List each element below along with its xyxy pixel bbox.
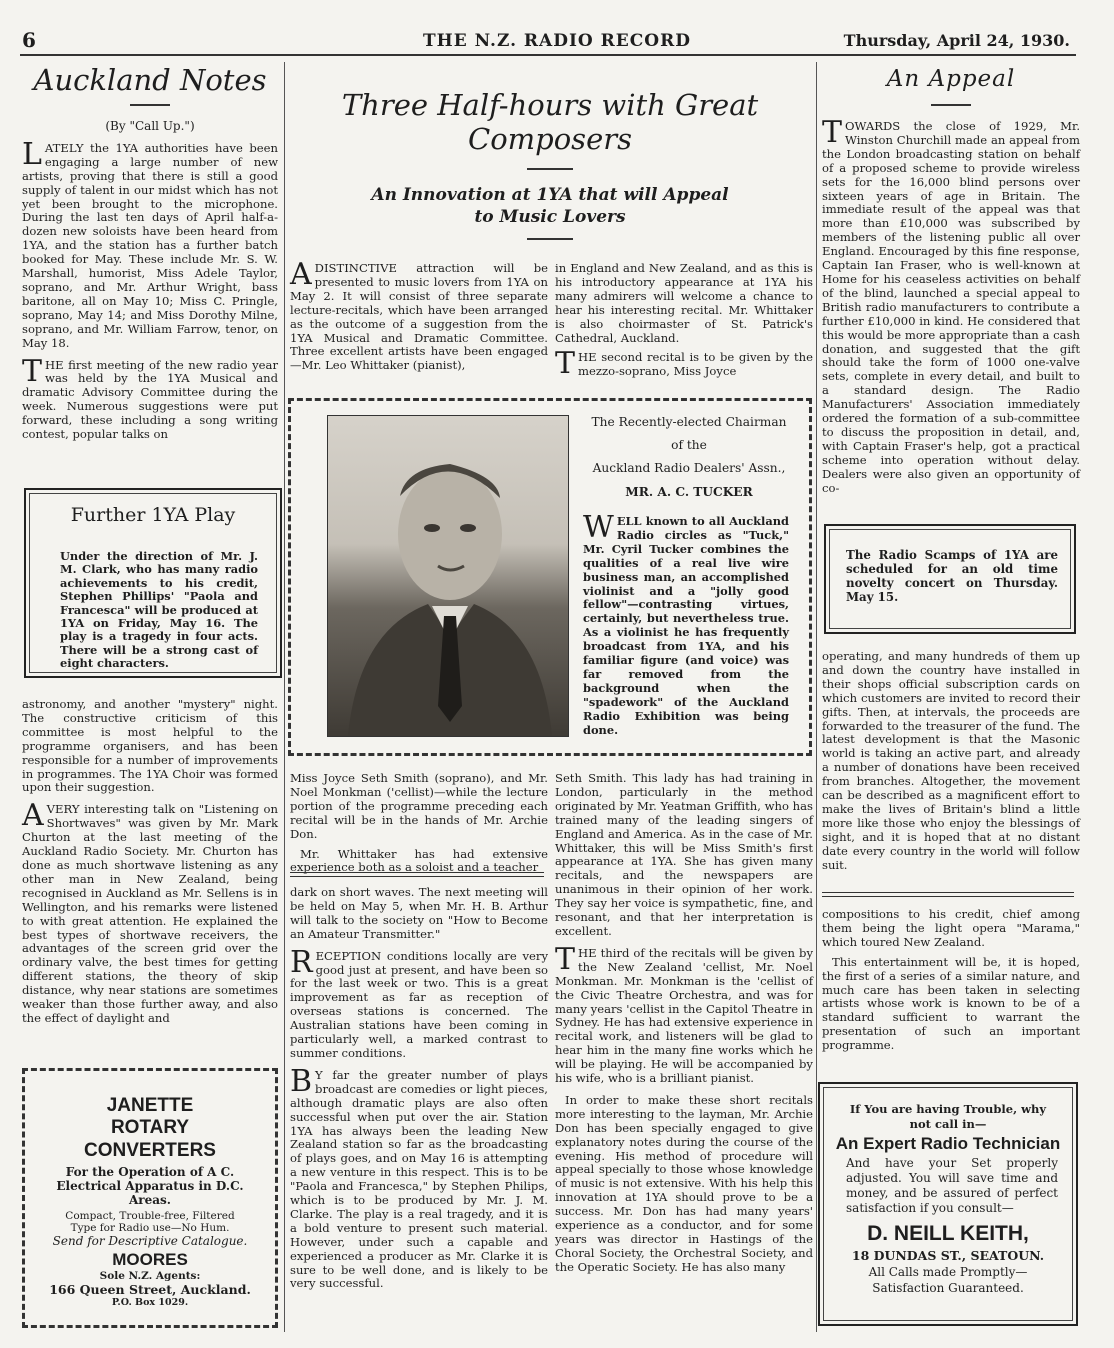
main-article-title: Three Half-hours with Great Composers	[341, 88, 759, 156]
auckland-para-3: AVERY interesting talk on "Listening on Shortwaves" was given by Mr. Mark Churton at the last meeting of the Auckland Radio Society. Mr. Churton has done as much shortwave listening as any other man in New Zealand, being recognised in Auckland as Mr. Sellens is in Wellington, and his remarks were listened to with great attention. He explained the best types of shortwave receivers, the advantages of the screen grid over the ordinary valve, the best times for getting different stations, the theory of skip distance, why near stations are sometimes weaker than those further away, and also the effect of daylight and	[22, 798, 278, 1025]
keith-ad: If You are having Trouble, why not call in— An Expert Radio Technician And have your Set properly adjusted. You will save time and money, and be assured of perfect satisfaction if you consult— D. NEILL KEITH, 18 DUNDAS ST., SEATOUN. All Calls made Promptly— Satisfaction Guaranteed.	[818, 1082, 1078, 1326]
portrait-photo	[327, 415, 569, 737]
main-para-2: in England and New Zealand, and as this is his introductory appearance at 1YA his many admirers will welcome a chance to hear his interesting recital. Mr. Whittaker is also choirmaster of St. Patrick's Cathedral, Auckland.	[555, 261, 813, 345]
section-rule	[290, 872, 544, 877]
byline: (By "Call Up.")	[105, 119, 195, 133]
auckland-para-2: THE first meeting of the new radio year was held by the 1YA Musical and dramatic Advisory Committee during the week. Numerous suggestions were put forward, these including a song writing contest, popular talks on	[22, 353, 278, 442]
appeal-column	[822, 64, 1080, 501]
appeal-para-1: TOWARDS the close of 1929, Mr. Winston Churchill made an appeal from the London broadcasting station on behalf of a proposed scheme to provide wireless sets for the 16,000 blind persons over sixteen years of age in Britain. The immediate result of the appeal was that more than £10,000 was subscribed by members of the listening public all over England. Encouraged by this fine response, Captain Ian Fraser, who is well-known at Home for his ceaseless activities on behalf of the blind, launched a special appeal to British radio manufacturers to contribute a further £10,000 in kind. He considered that this would be more appropriate than a cash donation, and suggested that the gift should take the form of 1000 one-valve sets, complete in every detail, and built to a standard design. The Radio Manufacturers' Association immediately ordered the formation of a sub-committee to discuss the proposition in detail, and, with Captain Fraser's help, got a practical scheme into operation without delay. Dealers were also given an opportunity of co-	[822, 115, 1080, 495]
tucker-box	[288, 398, 812, 756]
main-para-3: THE second recital is to be given by the mezzo-soprano, Miss Joyce	[555, 346, 813, 382]
header-rule	[20, 54, 1076, 56]
composers-para-1: compositions to his credit, chief among them being the light opera "Marama," which toured New Zealand.	[822, 907, 1080, 949]
main-article-col1	[290, 257, 548, 379]
page-number: 6	[22, 28, 36, 52]
shortwave-para-1: dark on short waves. The next meeting will be held on May 5, when Mr. H. B. Arthur will talk to the society on "How to Become an Amateur Transmitter."	[290, 885, 548, 941]
composers-para-2: This entertainment will be, it is hoped, the first of a series of a similar nature, and much care has been taken in selecting artists whose work is known to be of a standard sufficient to warrant the presentation of such an important programme.	[822, 954, 1080, 1053]
tucker-name: MR. A. C. TUCKER	[625, 485, 753, 499]
tucker-text: WELL known to all Auckland Radio circles as "Tuck," Mr. Cyril Tucker combines the qualities of a real live wire business man, an accomplished violinist and a "jolly good fellow"—contrasting virtues, certainly, but nevertheless true. As a violinist he has frequently broadcast from 1YA, and his familiar figure (and voice) was far removed from the background when the "spadework" of the Auckland Radio Exhibition was being done.	[583, 510, 789, 737]
main-article-heading	[292, 88, 808, 240]
appeal-title: An Appeal	[886, 66, 1016, 92]
main-para-whittaker: Mr. Whittaker has had extensive experience both as a soloist and a teacher	[290, 846, 548, 875]
further-play-text: Under the direction of Mr. J. M. Clark, who has many radio achievements to his credit, Stephen Phillips' "Paola and Francesca" will be produced at 1YA on Friday, May 16. The play is a tragedy in four acts. There will be a strong cast of eight characters.	[60, 549, 258, 671]
scamps-box	[824, 524, 1076, 634]
reception-para: RECEPTION conditions locally are very good just at present, and have been so for the last week or two. This is a great improvement as far as reception of overseas stations is concerned. The Australian stations have been coming in particularly well, a marked contrast to summer conditions.	[290, 944, 548, 1060]
paper-title: THE N.Z. RADIO RECORD	[423, 31, 691, 51]
main-para-seth-smith: Seth Smith. This lady has had training in London, particularly in the method originated by Mr. Yeatman Griffith, who has trained many of the leading singers of England and America. As in the case of Mr. Whittaker, this will be Miss Smith's first appearance at 1YA. She has given many recitals, and the newspapers are unanimous in their opinion of her work. They say her voice is sympathetic, fine, and resonant, and that her interpretation is excellent.	[555, 771, 814, 938]
main-article-col2	[555, 262, 813, 385]
auckland-para-1: LATELY the 1YA authorities have been engaging a large number of new artists, proving that there is still a good supply of talent in our midst which has not yet been brought to the microphone. During the last ten days of April half-a-dozen new soloists have been heard from 1YA, and the station has a further batch booked for May. These include Mr. S. W. Marshall, humorist, Miss Adele Taylor, soprano, and Mr. Arthur Wright, bass baritone, all on May 10; Miss C. Pringle, soprano, May 14; and Miss Dorothy Milne, soprano, and Mr. William Farrow, tenor, on May 18.	[22, 136, 278, 350]
main-para-final: In order to make these short recitals more interesting to the layman, Mr. Archie Don has been specially engaged to give explanatory notes during the course of the evening. His method of procedure will appeal specially to those whose knowledge of music is not extensive. With his help this innovation at 1YA should prove to be a success. Mr. Don has had many years' experience as a conductor, and for some years was director in Hastings of the Choral Society, the Orchestral Society, and the Operatic Society. He has also many	[555, 1092, 813, 1274]
main-article-col1-cont	[290, 772, 548, 881]
page-header	[0, 28, 1114, 54]
column-rule-1	[284, 62, 285, 1332]
issue-date: Thursday, April 24, 1930.	[843, 31, 1070, 50]
main-para-third: THE third of the recitals will be given by the New Zealand 'cellist, Mr. Noel Monkman. Mr. Monkman is the 'cellist of the Civic Theatre Orchestra, and was for many years 'cellist in the Capitol Theatre in Sydney. He has had extensive experience in recital work, and listeners will be glad to hear him in the many fine works which he will be playing. He will be accompanied by his wife, who is a brilliant pianist.	[555, 941, 813, 1086]
main-article-col2-cont	[555, 772, 813, 1281]
plays-para: B Y far the greater number of plays broadcast are comedies or light pieces, although dramatic plays are also often successful when put over the air. Station 1YA has always been the leading New Zealand station so far as the broadcasting of plays goes, and on May 16 is attempting a new venture in this respect. This is to be "Paola and Francesca," by Stephen Philips, which is to be produced by Mr. J. M. Clarke. The play is a real tragedy, and it is a bold venture to present such material. However, under such a capable and experienced a producer as Mr. Clarke it is sure to be well done, and is likely to be very successful.	[290, 1063, 548, 1291]
main-para-1: ADISTINCTIVE attraction will be presented to music lovers from 1YA on May 2. It will consist of three separate lecture-recitals, which have been arranged as the outcome of a suggestion from the 1YA Musical and Dramatic Committee. Three excellent artists have been engaged—Mr. Leo Whittaker (pianist),	[290, 257, 548, 373]
tucker-caption-3: Auckland Radio Dealers' Assn.,	[592, 461, 786, 475]
composers-continued	[822, 908, 1080, 1059]
column-rule-2	[816, 62, 817, 1332]
main-para-1-cont: Miss Joyce Seth Smith (soprano), and Mr. Noel Monkman ('cellist)—while the lecture portion of the programme preceding each recital will be in the hands of Mr. Archie Don.	[290, 771, 548, 841]
shortwave-continued	[290, 886, 548, 1297]
tucker-caption-1: The Recently-elected Chairman	[591, 415, 787, 429]
janette-ad: JANETTE ROTARY CONVERTERS For the Operation of A C. Electrical Apparatus in D.C. Areas. Compact, Trouble-free, Filtered Type for Radio use—No Hum. Send for Descriptive Catalogue. MOORES Sole N.Z. Agents: 166 Queen Street, Auckland. P.O. Box 1029.	[22, 1068, 278, 1328]
appeal-para-2: operating, and many hundreds of them up and down the country have installed in their shops official subscription cards on which customers are invited to record their gifts. Then, at intervals, the proceeds are forwarded to the treasurer of the fund. The latest development is that the Masonic world is taking an active part, and already a number of donations have been received from branches. Altogether, the movement can be described as a magnificent effort to make the lives of Britain's blind a little more like those who enjoy the blessings of sight, and it is hoped that at no distant date every country in the world will follow suit.	[822, 649, 1080, 872]
appeal-continued	[822, 650, 1080, 879]
auckland-para-2-cont: astronomy, and another "mystery" night. The constructive criticism of this committee is most helpful to the programme organisers, and has been responsible for a number of improvements in programmes. The 1YA Choir was formed upon their suggestion.	[22, 697, 278, 795]
ad-converters: CONVERTERS	[84, 1140, 216, 1161]
ad-rotary: ROTARY	[110, 1117, 190, 1138]
ad-janette: JANETTE	[106, 1095, 194, 1116]
ad-expert-technician: An Expert Radio Technician	[835, 1134, 1061, 1153]
ad-keith-name: D. NEILL KEITH,	[867, 1222, 1029, 1245]
scamps-text: The Radio Scamps of 1YA are scheduled for an old time novelty concert on Thursday. May 15.	[846, 548, 1058, 604]
title-rule	[130, 104, 170, 106]
tucker-caption-2: of the	[671, 438, 707, 452]
further-play-box	[24, 488, 282, 678]
main-article-subtitle: An Innovation at 1YA that will Appeal to Music Lovers	[371, 185, 729, 227]
further-play-title: Further 1YA Play	[70, 504, 236, 526]
ad-moores: MOORES	[112, 1250, 188, 1269]
auckland-notes-column	[22, 62, 278, 448]
auckland-notes-continued	[22, 698, 278, 1032]
auckland-notes-title: Auckland Notes	[33, 63, 267, 97]
